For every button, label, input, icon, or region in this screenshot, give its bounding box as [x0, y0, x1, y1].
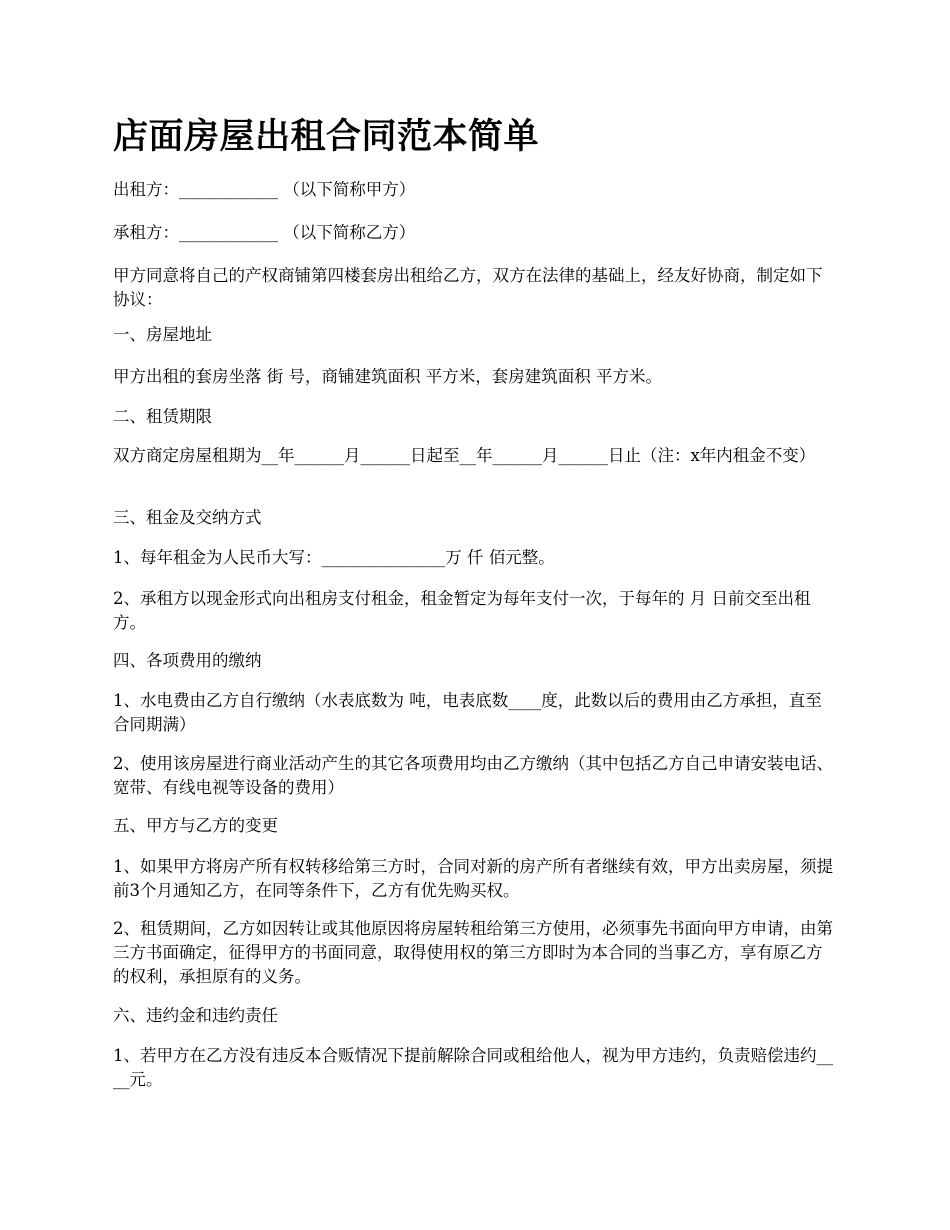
lessee-line: 承租方：____________ （以下简称乙方） [113, 223, 416, 242]
sublease-paragraph: 2、租赁期间，乙方如因转让或其他原因将房屋转租给第三方使用，必须事先书面向甲方申请，由第三方书面确定，征得甲方的书面同意，取得使用权的第三方即时为本合同的当事乙方，享有原乙方的权利，承担原有的义务。 [113, 919, 833, 986]
section-heading-rent: 三、租金及交纳方式 [113, 508, 262, 527]
ownership-transfer-paragraph: 1、如果甲方将房产所有权转移给第三方时，合同对新的房产所有者继续有效，甲方出卖房屋，须提前3个月通知乙方，在同等条件下，乙方有优先购买权。 [113, 857, 833, 900]
section-heading-address: 一、房屋地址 [113, 325, 212, 344]
section-heading-liability: 六、违约金和违约责任 [113, 1006, 278, 1025]
other-fees-paragraph: 2、使用该房屋进行商业活动产生的其它各项费用均由乙方缴纳（其中包括乙方自己申请安装电话、宽带、有线电视等设备的费用） [113, 754, 833, 797]
address-paragraph: 甲方出租的套房坐落 街 号，商铺建筑面积 平方米，套房建筑面积 平方米。 [113, 367, 662, 386]
section-heading-term: 二、租赁期限 [113, 407, 212, 426]
utilities-paragraph: 1、水电费由乙方自行缴纳（水表底数为 吨，电表底数____度，此数以后的费用由乙方承担，直至合同期满） [113, 691, 822, 734]
section-heading-changes: 五、甲方与乙方的变更 [113, 816, 278, 835]
rent-amount-paragraph: 1、每年租金为人民币大写：_______________万 仟 佰元整。 [113, 548, 555, 567]
section-heading-fees: 四、各项费用的缴纳 [113, 651, 262, 670]
lessor-line: 出租方：____________ （以下简称甲方） [113, 180, 416, 199]
intro-paragraph: 甲方同意将自己的产权商铺第四楼套房出租给乙方，双方在法律的基础上，经友好协商，制定如下协议： [113, 266, 823, 309]
document-title: 店面房屋出租合同范本简单 [113, 117, 540, 157]
rent-payment-paragraph: 2、承租方以现金形式向出租房支付租金，租金暂定为每年支付一次，于每年的 月 日前交至出租方。 [113, 589, 811, 632]
liability-paragraph: 1、若甲方在乙方没有违反本合贩情况下提前解除合同或租给他人，视为甲方违约，负责赔偿违约____元。 [113, 1046, 833, 1089]
term-paragraph: 双方商定房屋租期为__年______月______日起至__年______月______日止（注：x年内租金不变） [113, 446, 816, 465]
